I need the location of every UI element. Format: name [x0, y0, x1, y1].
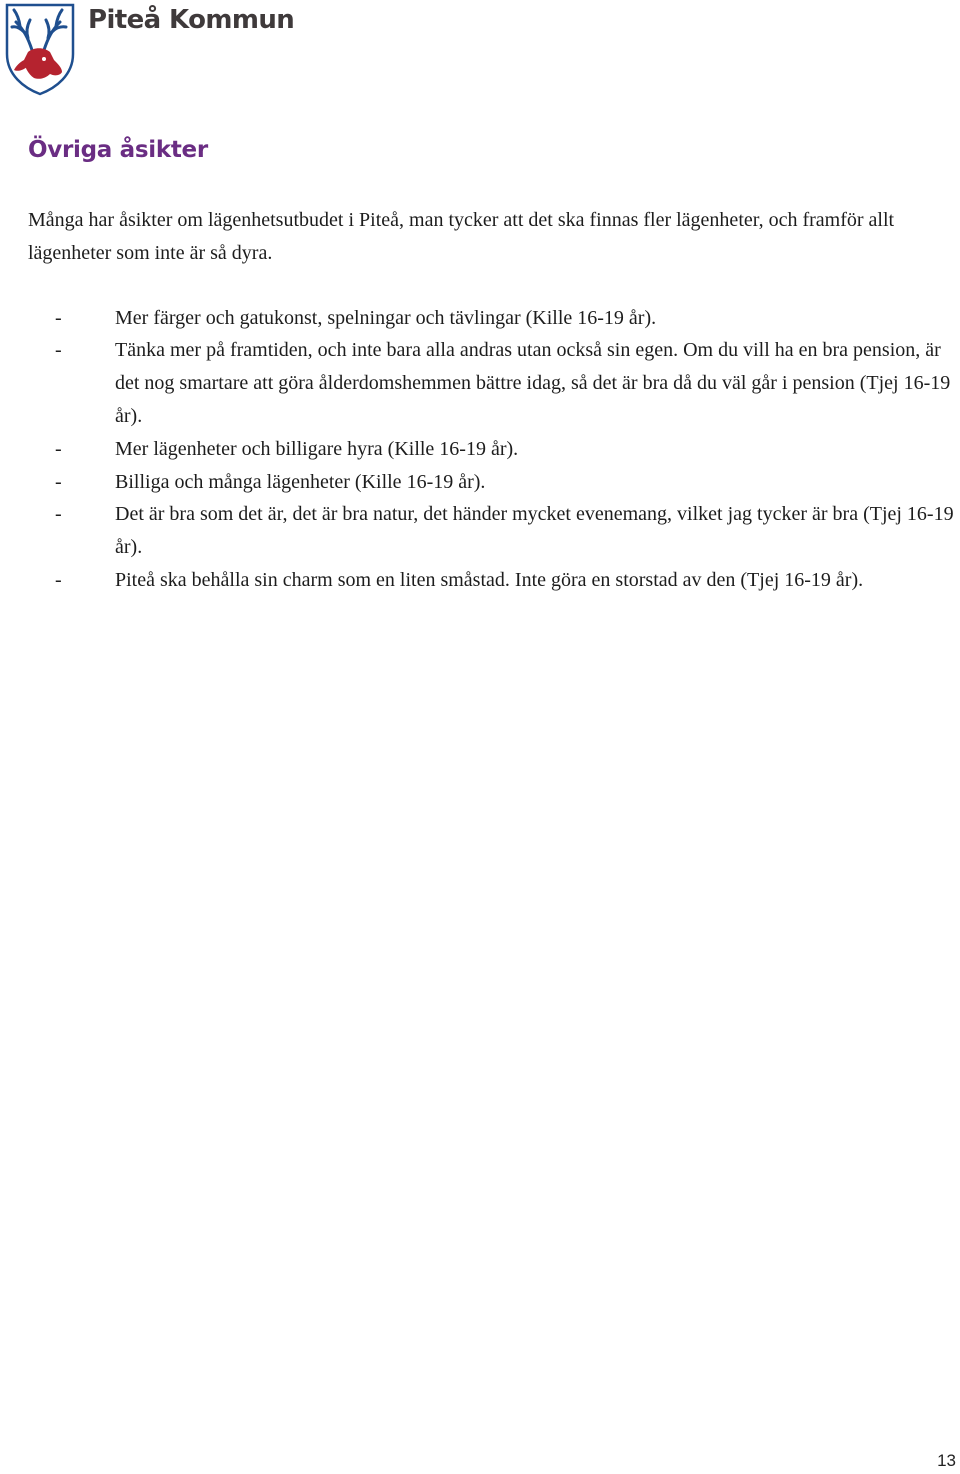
opinion-list — [28, 302, 956, 597]
list-item-text: Mer färger och gatukonst, spelningar och tävlingar (Kille 16-19 år). — [115, 306, 657, 329]
list-item — [28, 302, 956, 335]
list-item-text: Det är bra som det är, det är bra natur, det händer mycket evenemang, vilket jag tycker är bra (Tjej 16-19 år). — [115, 503, 954, 559]
section-title: Övriga åsikter — [28, 137, 208, 163]
list-item — [28, 466, 956, 499]
list-item-text: Tänka mer på framtiden, och inte bara alla andras utan också sin egen. Om du vill ha en bra pension, är det nog smartare att göra ålderdomshemmen bättre idag, så det är bra då du väl går i pension (Tjej 16-19 år). — [115, 339, 951, 427]
list-item — [28, 334, 956, 432]
bullet-dash: - — [55, 437, 62, 460]
section-body — [28, 204, 956, 597]
list-item-text: Piteå ska behålla sin charm som en liten småstad. Inte göra en storstad av den (Tjej 16-19 år). — [115, 568, 864, 591]
list-item-text: Billiga och många lägenheter (Kille 16-19 år). — [115, 470, 486, 493]
organization-name: Piteå Kommun — [88, 5, 295, 35]
bullet-dash: - — [55, 503, 62, 526]
bullet-dash: - — [55, 339, 62, 362]
page-header — [4, 2, 294, 98]
bullet-dash: - — [55, 568, 62, 591]
intro-paragraph: Många har åsikter om lägenhetsutbudet i Piteå, man tycker att det ska finnas fler lägenheter, och framför allt lägenheter som inte är så dyra. — [28, 209, 895, 264]
bullet-dash: - — [55, 306, 62, 329]
page-number: 13 — [937, 1451, 956, 1470]
list-item — [28, 498, 956, 564]
list-item-text: Mer lägenheter och billigare hyra (Kille 16-19 år). — [115, 437, 519, 460]
bullet-dash: - — [55, 470, 62, 493]
list-item — [28, 433, 956, 466]
reindeer-crest-logo — [4, 2, 76, 96]
list-item — [28, 564, 956, 597]
